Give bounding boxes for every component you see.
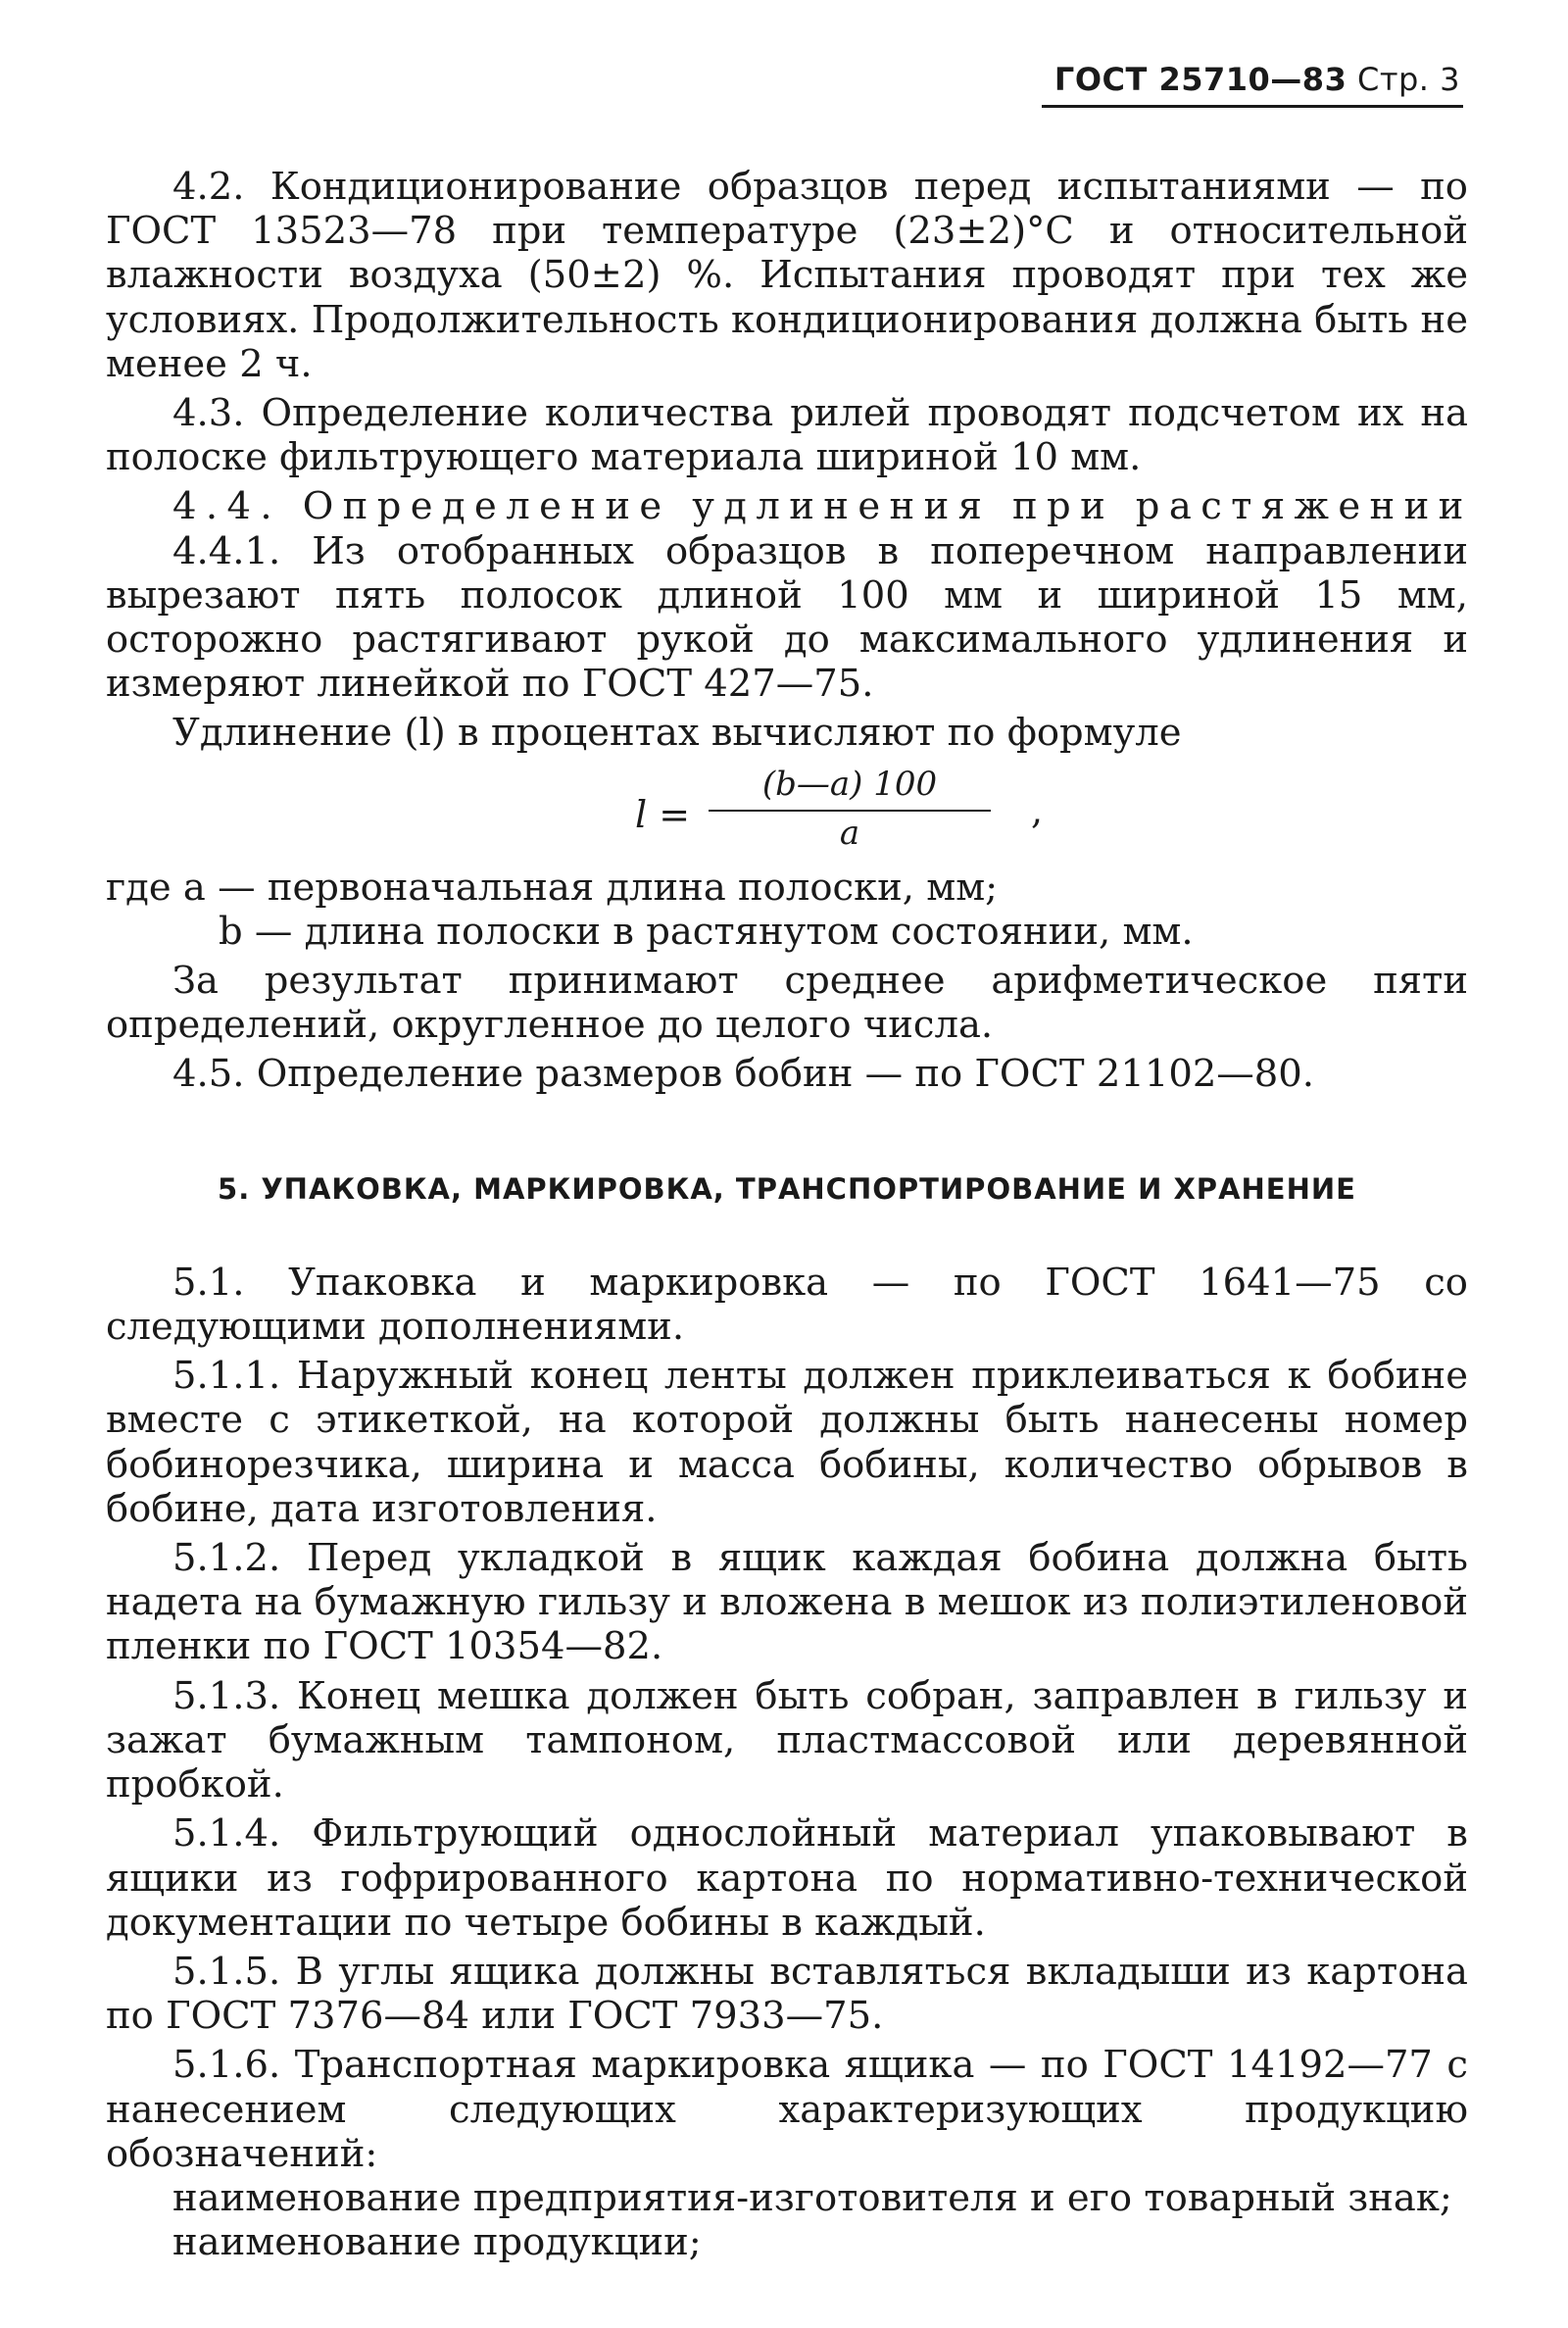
paragraph-5-1-4: 5.1.4. Фильтрующий однослойный материал упаковывают в ящики из гофрированного картона по нормативно-технической документации по четыре бобины в каждый. [106,1811,1468,1945]
formula-intro: Удлинение (l) в процентах вычисляют по формуле [172,711,1182,756]
paragraph-5-1-1: 5.1.1. Наружный конец ленты должен приклеиваться к бобине вместе с этикеткой, на которой должны быть нанесены номер бобинорезчика, ширина и масса бобины, количество обрывов в бобине, дата изготовления. [106,1354,1468,1531]
standard-code: ГОСТ 25710—83 [1054,61,1348,98]
header-rule [1042,105,1463,108]
list-item: наименование продукции; [172,2220,702,2265]
page-number: Стр. 3 [1357,61,1460,98]
formula-denominator: a [839,813,860,853]
paragraph-result: За результат принимают среднее арифметическое пяти определений, округленное до целого числа. [106,959,1468,1048]
formula-lhs: l = [635,792,691,836]
paragraph-5-1-5: 5.1.5. В углы ящика должны вставляться вкладыши из картона по ГОСТ 7376—84 или ГОСТ 7933—75. [106,1949,1468,2039]
section-4-body [106,165,1473,2265]
section-5-title: 5. УПАКОВКА, МАРКИРОВКА, ТРАНСПОРТИРОВАНИЕ И ХРАНЕНИЕ [218,1171,1356,1206]
paragraph-5-1-2: 5.1.2. Перед укладкой в ящик каждая бобина должна быть надета на бумажную гильзу и вложена в мешок из полиэтиленовой пленки по ГОСТ 10354—82. [106,1536,1468,1669]
page-header [1039,61,1460,98]
formula-comma: , [1031,788,1044,832]
formula-fraction-bar [709,810,991,812]
where-a: где a — первоначальная длина полоски, мм; [106,865,999,910]
paragraph-4-3: 4.3. Определение количества рилей проводят подсчетом их на полоске фильтрующего материала шириной 10 мм. [106,391,1468,480]
paragraph-5-1: 5.1. Упаковка и маркировка — по ГОСТ 1641—75 со следующими дополнениями. [106,1260,1468,1350]
elongation-formula [106,764,1468,862]
where-b: b — длина полоски в растянутом состоянии, мм. [219,909,1194,954]
formula-numerator: (b—a) 100 [761,764,938,804]
paragraph-4-2: 4.2. Кондиционирование образцов перед испытаниями — по ГОСТ 13523—78 при температуре (23±2)°С и относительной влажности воздуха (50±2) %. Испытания проводят при тех же условиях. Продолжительность кондиционирования должна быть не менее 2 ч. [106,165,1468,386]
paragraph-4-4-1: 4.4.1. Из отобранных образцов в поперечном направлении вырезают пять полосок длиной 100 мм и шириной 15 мм, осторожно растягивают рукой до максимального удлинения и измеряют линейкой по ГОСТ 427—75. [106,528,1468,707]
paragraph-5-1-6: 5.1.6. Транспортная маркировка ящика — по ГОСТ 14192—77 с нанесением следующих характеризующих продукцию обозначений: [106,2043,1468,2176]
paragraph-4-4-heading: 4.4. Определение удлинения при растяжении [172,484,1473,529]
paragraph-5-1-3: 5.1.3. Конец мешка должен быть собран, заправлен в гильзу и зажат бумажным тампоном, пластмассовой или деревянной пробкой. [106,1673,1468,1808]
paragraph-4-5: 4.5. Определение размеров бобин — по ГОСТ 21102—80. [172,1052,1315,1097]
list-item: наименование предприятия-изготовителя и его товарный знак; [172,2175,1452,2220]
